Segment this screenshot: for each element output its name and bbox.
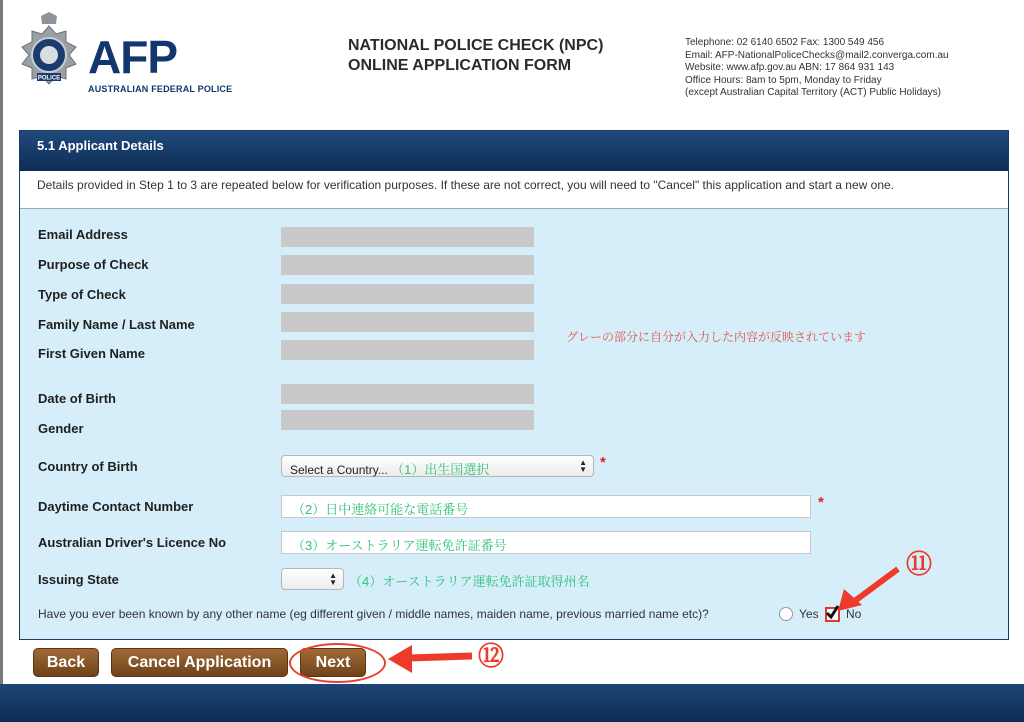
section-title: 5.1 Applicant Details bbox=[20, 131, 1008, 171]
select-arrows-icon: ▲ ▼ bbox=[579, 458, 587, 474]
next-button[interactable]: Next bbox=[300, 648, 366, 677]
email-readonly-field bbox=[281, 227, 534, 247]
country-annotation: （1）出生国選択 bbox=[391, 462, 490, 477]
country-select-value: Select a Country... bbox=[290, 463, 388, 477]
label-first-name: First Given Name bbox=[38, 346, 145, 361]
label-type: Type of Check bbox=[38, 287, 126, 302]
arrow-to-checkbox-icon bbox=[836, 565, 906, 615]
required-marker: * bbox=[818, 494, 824, 511]
gender-readonly-field bbox=[281, 410, 534, 430]
daytime-annotation: （2）日中連絡可能な電話番号 bbox=[292, 502, 469, 517]
contact-hours: Office Hours: 8am to 5pm, Monday to Friday bbox=[685, 74, 882, 86]
purpose-readonly-field bbox=[281, 255, 534, 275]
svg-text:POLICE: POLICE bbox=[37, 75, 61, 82]
next-highlight-ring bbox=[289, 643, 386, 683]
licence-annotation: （3）オーストラリア運転免許証番号 bbox=[292, 538, 507, 553]
contact-holidays: (except Australian Capital Territory (ACT) Public Holidays) bbox=[685, 87, 942, 98]
page-header bbox=[0, 0, 1024, 122]
dob-readonly-field bbox=[281, 384, 534, 404]
licence-number-input[interactable] bbox=[281, 531, 811, 554]
other-name-question: Have you ever been known by any other name (eg different given / middle names, maiden name, previous married name etc)? bbox=[38, 607, 709, 621]
label-purpose: Purpose of Check bbox=[38, 257, 149, 272]
label-issuing-state: Issuing State bbox=[38, 572, 119, 587]
applicant-details-panel bbox=[19, 130, 1009, 640]
other-name-no-label: No bbox=[846, 607, 862, 621]
title-line-1: NATIONAL POLICE CHECK (NPC) bbox=[348, 37, 604, 54]
label-country: Country of Birth bbox=[38, 459, 138, 474]
type-readonly-field bbox=[281, 284, 534, 304]
grey-field-annotation: グレーの部分に自分が入力した内容が反映されています bbox=[566, 330, 867, 344]
label-licence: Australian Driver's Licence No bbox=[38, 535, 227, 550]
issuing-state-annotation: （4）オーストラリア運転免許証取得州名 bbox=[349, 574, 590, 589]
verification-notice: Details provided in Step 1 to 3 are repeated below for verification purposes. If these are not correct, you will need to "Cancel" this application and start a new one. bbox=[20, 171, 1008, 209]
issuing-state-select[interactable] bbox=[281, 568, 344, 590]
contact-website: Website: www.afp.gov.au ABN: 17 864 931 143 bbox=[685, 62, 895, 73]
select-arrows-icon: ▲ ▼ bbox=[329, 571, 337, 587]
title-line-2: ONLINE APPLICATION FORM bbox=[348, 57, 572, 74]
label-gender: Gender bbox=[38, 421, 84, 436]
page-title bbox=[348, 36, 603, 76]
family-name-readonly-field bbox=[281, 312, 534, 332]
contact-phone: Telephone: 02 6140 6502 Fax: 1300 549 456 bbox=[685, 37, 885, 48]
country-select[interactable] bbox=[281, 455, 594, 477]
page-footer-bar bbox=[0, 684, 1024, 722]
label-daytime-number: Daytime Contact Number bbox=[38, 499, 194, 514]
afp-logo-text: AFP bbox=[88, 31, 177, 83]
back-button[interactable]: Back bbox=[33, 648, 99, 677]
required-marker: * bbox=[600, 454, 606, 471]
afp-logo-subtitle: AUSTRALIAN FEDERAL POLICE bbox=[88, 84, 233, 94]
other-name-yes-label: Yes bbox=[799, 607, 819, 621]
label-email: Email Address bbox=[38, 227, 128, 242]
first-name-readonly-field bbox=[281, 340, 534, 360]
label-dob: Date of Birth bbox=[38, 391, 116, 406]
cancel-application-button[interactable]: Cancel Application bbox=[111, 648, 288, 677]
arrow-to-next-icon bbox=[386, 643, 476, 677]
step-12-marker: ⑫ bbox=[478, 641, 505, 671]
daytime-number-input[interactable] bbox=[281, 495, 811, 518]
contact-info bbox=[685, 37, 949, 100]
other-name-yes-radio[interactable] bbox=[779, 607, 793, 621]
step-11-marker: ⑪ bbox=[906, 549, 933, 579]
label-family-name: Family Name / Last Name bbox=[38, 317, 195, 332]
police-badge-logo bbox=[14, 12, 84, 98]
contact-email: Email: AFP-NationalPoliceChecks@mail2.converga.com.au bbox=[685, 49, 949, 61]
